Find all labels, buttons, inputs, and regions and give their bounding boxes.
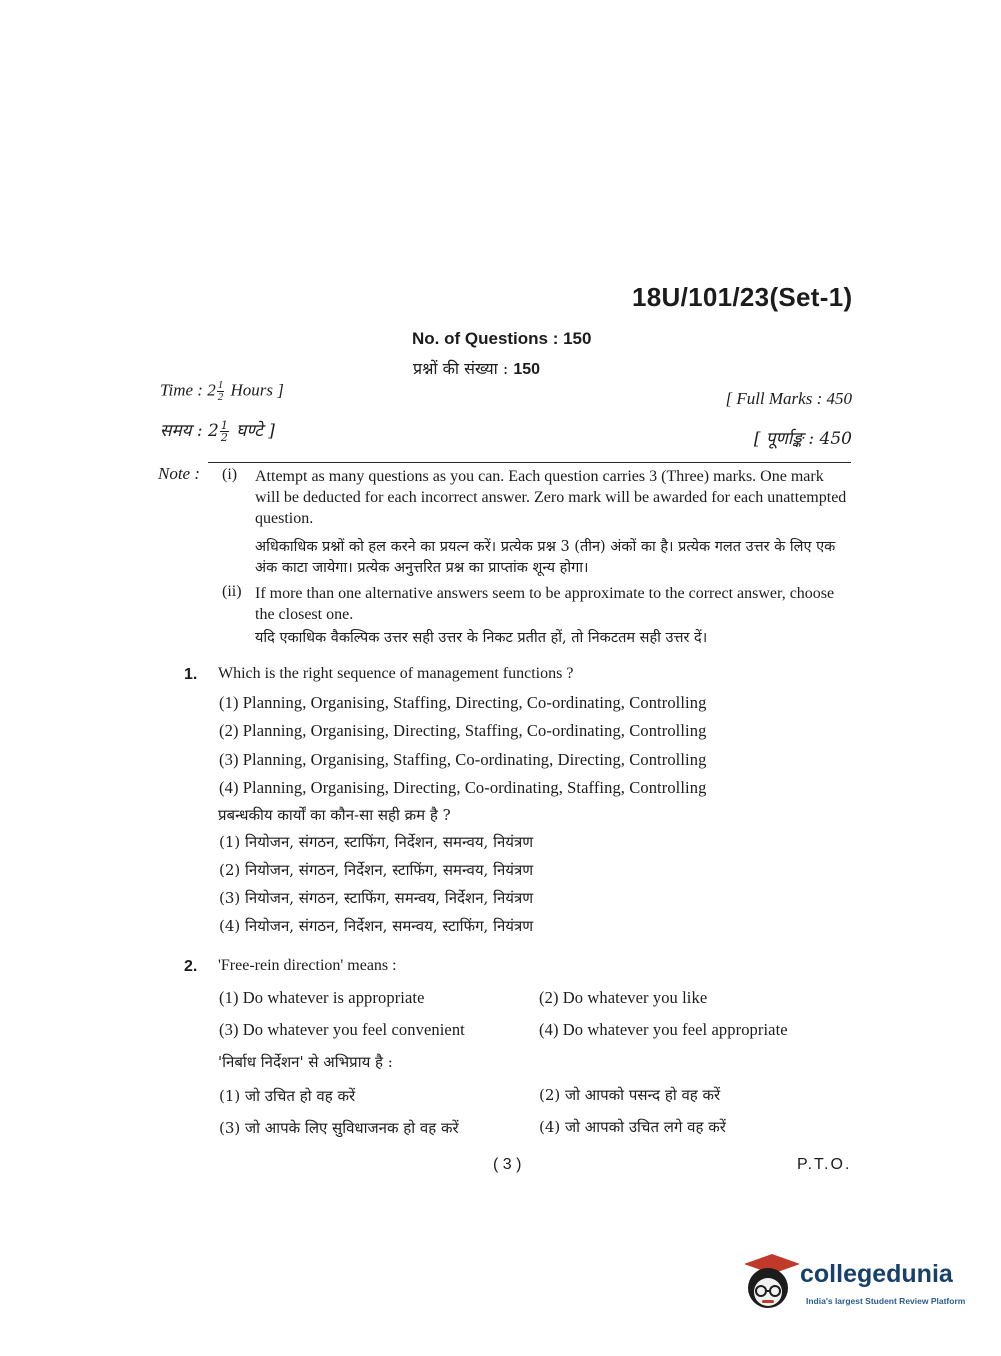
fraction-numerator: 1: [217, 379, 224, 391]
note-item-text-hi: यदि एकाधिक वैकल्पिक उत्तर सही उत्तर के निकट प्रतीत हों, तो निकटतम सही उत्तर दें।: [255, 630, 708, 646]
paper-code: 18U/101/23(Set-1): [632, 282, 853, 312]
option-en: (2) Planning, Organising, Directing, Staffing, Co-ordinating, Controlling: [219, 721, 707, 740]
time-en: [160, 380, 284, 403]
option-en: (4) Planning, Organising, Directing, Co-ordinating, Staffing, Controlling: [219, 778, 707, 797]
question-text-en: Which is the right sequence of management functions ?: [218, 665, 574, 682]
option-en: (3) Planning, Organising, Staffing, Co-ordinating, Directing, Controlling: [219, 750, 707, 769]
option-hi: (2) जो आपको पसन्द हो वह करें: [539, 1086, 721, 1104]
num-questions-hi-label: प्रश्नों की संख्या :: [413, 359, 509, 378]
logo-tagline: India's largest Student Review Platform: [806, 1296, 966, 1306]
note-item-text-en: If more than one alternative answers seem to be approximate to the correct answer, choose the closest one.: [255, 585, 835, 623]
option-hi: (1) जो उचित हो वह करें: [219, 1087, 356, 1105]
note-label: Note :: [158, 464, 201, 483]
option-hi: (4) नियोजन, संगठन, निर्देशन, समन्वय, स्टाफिंग, नियंत्रण: [219, 917, 534, 935]
option-en: (1) Do whatever is appropriate: [219, 988, 425, 1007]
half-fraction-hi: [220, 420, 229, 443]
logo-wordmark: collegedunia: [800, 1260, 953, 1288]
note-item-number: (ii): [222, 583, 242, 600]
half-fraction: [217, 380, 225, 403]
num-questions-hi: [413, 357, 540, 379]
option-hi: (3) नियोजन, संगठन, स्टाफिंग, समन्वय, निर्देशन, नियंत्रण: [219, 889, 534, 907]
full-marks-hi: [ पूर्णाङ्क : 450: [753, 429, 852, 449]
question-text-hi: प्रबन्धकीय कार्यों का कौन-सा सही क्रम है ?: [218, 806, 451, 824]
fraction-denominator: 2: [217, 391, 224, 403]
option-hi: (4) जो आपको उचित लगे वह करें: [539, 1118, 726, 1136]
fraction-denominator-hi: 2: [220, 431, 228, 444]
option-hi: (1) नियोजन, संगठन, स्टाफिंग, निर्देशन, समन्वय, नियंत्रण: [219, 833, 534, 851]
header-divider: [208, 462, 851, 463]
option-hi: (2) नियोजन, संगठन, निर्देशन, स्टाफिंग, समन्वय, नियंत्रण: [219, 861, 534, 879]
question-number: 1.: [184, 666, 198, 683]
num-questions-en: No. of Questions : 150: [412, 329, 592, 348]
question-text-en: 'Free-rein direction' means :: [218, 957, 397, 974]
time-hi-suffix: घण्टे ]: [236, 421, 275, 441]
time-hi: [160, 418, 275, 443]
note-item-text-en: Attempt as many questions as you can. Each question carries 3 (Three) marks. One mark will be deducted for each incorrect answer. Zero mark will be awarded for each unattempted question.: [255, 468, 847, 527]
note-item-number: (i): [222, 466, 238, 483]
num-questions-hi-value: 150: [513, 361, 541, 378]
option-en: (1) Planning, Organising, Staffing, Directing, Co-ordinating, Controlling: [219, 693, 707, 712]
fraction-numerator-hi: 1: [220, 419, 228, 432]
page-number: ( 3 ): [493, 1156, 522, 1173]
time-en-prefix: Time : 2: [160, 380, 216, 400]
mascot-mouth-icon: [762, 1300, 774, 1303]
option-en: (4) Do whatever you feel appropriate: [539, 1020, 788, 1039]
option-hi: (3) जो आपके लिए सुविधाजनक हो वह करें: [219, 1119, 459, 1137]
time-hi-prefix: समय : 2: [160, 421, 219, 441]
question-number: 2.: [184, 958, 198, 975]
full-marks-en: [ Full Marks : 450: [725, 389, 852, 408]
please-turn-over: P.T.O.: [797, 1156, 852, 1173]
option-en: (3) Do whatever you feel convenient: [219, 1020, 465, 1039]
question-text-hi: 'निर्बाध निर्देशन' से अभिप्राय है :: [218, 1053, 393, 1071]
time-en-suffix: Hours ]: [230, 380, 284, 400]
option-en: (2) Do whatever you like: [539, 988, 708, 1007]
note-item-text-hi: अधिकाधिक प्रश्नों को हल करने का प्रयत्न करें। प्रत्येक प्रश्न 3 (तीन) अंकों का है। प्रत्येक गलत उत्तर के लिए एक अंक काटा जायेगा। प्रत्येक अनुत्तरित प्रश्न का प्राप्तांक शून्य होगा।: [255, 539, 836, 576]
